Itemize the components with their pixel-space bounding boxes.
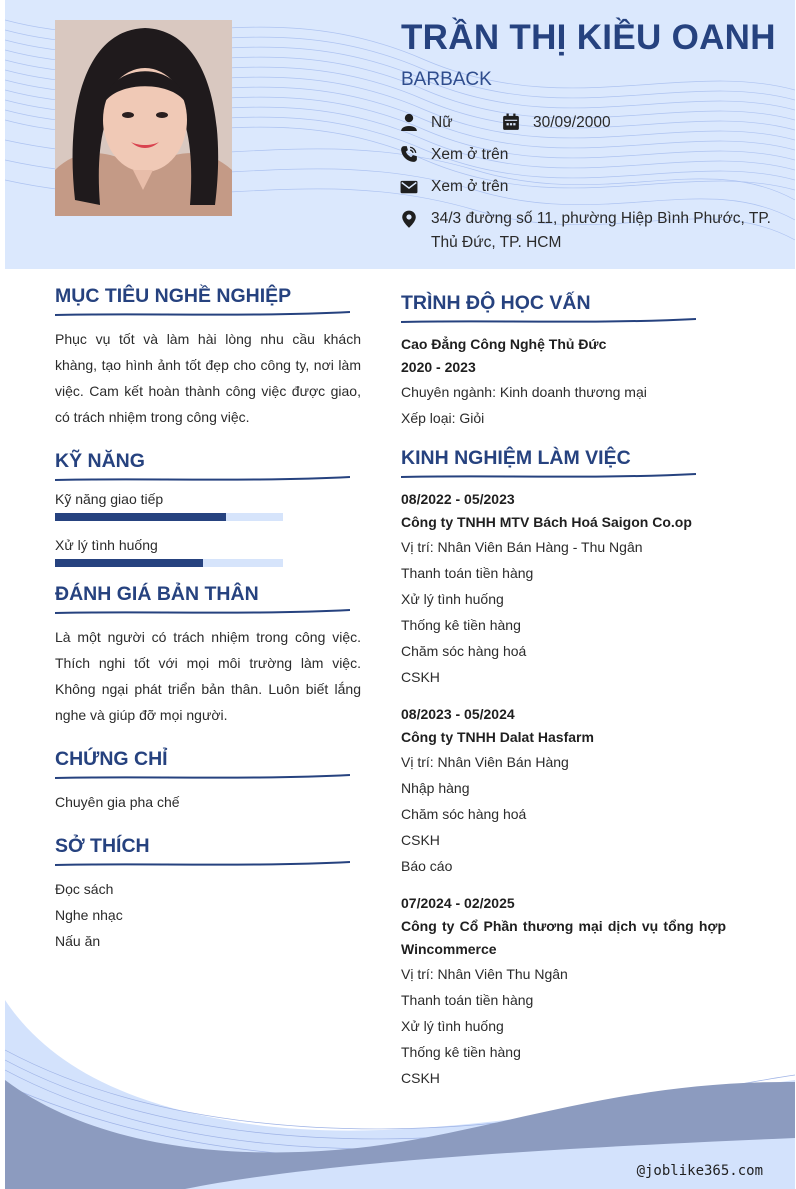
job-detail: Thống kê tiền hàng (401, 617, 521, 633)
section-underline (55, 860, 350, 868)
address-value: 34/3 đường số 11, phường Hiệp Bình Phước, TP. Thủ Đức, TP. HCM (431, 210, 771, 251)
job-detail: Vị trí: Nhân Viên Thu Ngân (401, 966, 568, 982)
certificates-section (55, 748, 361, 815)
job-company: Công ty TNHH MTV Bách Hoá Saigon Co.op (401, 514, 692, 530)
education-grade: Xếp loại: Giỏi (401, 410, 485, 426)
section-underline (55, 773, 350, 781)
job-period: 08/2022 - 05/2023 (401, 491, 515, 507)
objective-section (55, 285, 361, 430)
education-major: Chuyên ngành: Kinh doanh thương mại (401, 384, 647, 400)
job-entry (401, 703, 726, 879)
self-assessment-section (55, 583, 361, 728)
cv-header (5, 0, 795, 269)
job-detail: Báo cáo (401, 858, 453, 874)
skill-label: Kỹ năng giao tiếp (55, 491, 164, 507)
education-period: 2020 - 2023 (401, 359, 476, 375)
job-period: 08/2023 - 05/2024 (401, 706, 515, 722)
gender-value: Nữ (431, 114, 453, 131)
skills-title: KỸ NĂNG (55, 450, 145, 472)
self-assessment-title: ĐÁNH GIÁ BẢN THÂN (55, 583, 259, 605)
candidate-name: TRẦN THỊ KIỀU OANH (401, 18, 776, 57)
skills-section (55, 450, 361, 567)
envelope-icon (400, 178, 418, 196)
education-title: TRÌNH ĐỘ HỌC VẤN (401, 292, 591, 314)
section-underline (55, 475, 350, 483)
education-section (401, 292, 726, 431)
hobby-item: Nấu ăn (55, 933, 101, 949)
job-detail: Xử lý tình huống (401, 1018, 504, 1034)
job-detail: Chăm sóc hàng hoá (401, 643, 527, 659)
certificates-title: CHỨNG CHỈ (55, 748, 168, 770)
job-detail: Thanh toán tiền hàng (401, 565, 534, 581)
user-icon (400, 113, 418, 131)
skill-label: Xử lý tình huống (55, 537, 158, 553)
hobby-item: Nghe nhạc (55, 907, 123, 923)
job-entry (401, 488, 726, 690)
objective-text: Phục vụ tốt và làm hài lòng nhu cầu khách khàng, tạo hình ảnh tốt đẹp cho công ty, nơi làm việc. Cam kết hoàn thành công việc được giao, có trách nhiệm trong công việc. (55, 331, 361, 425)
section-underline (401, 472, 696, 480)
profile-photo (55, 20, 232, 216)
job-title: BARBACK (401, 69, 492, 90)
job-detail: Thanh toán tiền hàng (401, 992, 534, 1008)
certificate-item: Chuyên gia pha chế (55, 794, 180, 810)
job-detail: Thống kê tiền hàng (401, 1044, 521, 1060)
job-company: Công ty Cổ Phần thương mại dịch vụ tổng hợp Wincommerce (401, 918, 726, 957)
job-detail: Chăm sóc hàng hoá (401, 806, 527, 822)
skill-bar-fill (55, 559, 203, 567)
self-assessment-text: Là một người có trách nhiệm trong công việc. Thích nghi tốt với mọi môi trường làm việc. Không ngại phát triển bản thân. Luôn biết lắng nghe và giúp đỡ mọi người. (55, 629, 361, 723)
objective-title: MỤC TIÊU NGHỀ NGHIỆP (55, 285, 292, 307)
phone-icon (400, 145, 418, 163)
section-underline (55, 608, 350, 616)
job-detail: Xử lý tình huống (401, 591, 504, 607)
job-detail: Vị trí: Nhân Viên Bán Hàng (401, 754, 569, 770)
hobbies-title: SỞ THÍCH (55, 835, 150, 857)
skill-bar (55, 559, 283, 567)
experience-title: KINH NGHIỆM LÀM VIỆC (401, 447, 631, 469)
job-detail: Nhập hàng (401, 780, 470, 796)
cv-page (5, 0, 795, 1189)
section-underline (55, 310, 350, 318)
birthdate-value: 30/09/2000 (533, 114, 611, 131)
left-column (55, 285, 361, 954)
footer-decoration (5, 990, 795, 1189)
footer-wave-decoration (5, 990, 795, 1189)
job-detail: CSKH (401, 1070, 440, 1086)
skill-bar (55, 513, 283, 521)
email-value: Xem ở trên (431, 178, 509, 195)
brand-watermark: @joblike365.com (636, 1163, 763, 1179)
job-detail: CSKH (401, 669, 440, 685)
calendar-icon (502, 113, 520, 131)
section-underline (401, 317, 696, 325)
skill-bar-fill (55, 513, 226, 521)
job-detail: CSKH (401, 832, 440, 848)
location-pin-icon (400, 210, 418, 228)
hobbies-section (55, 835, 361, 954)
education-school: Cao Đẳng Công Nghệ Thủ Đức (401, 336, 607, 352)
job-period: 07/2024 - 02/2025 (401, 895, 515, 911)
job-company: Công ty TNHH Dalat Hasfarm (401, 729, 594, 745)
phone-value: Xem ở trên (431, 146, 509, 163)
job-detail: Vị trí: Nhân Viên Bán Hàng - Thu Ngân (401, 539, 643, 555)
right-column (401, 292, 726, 1091)
hobby-item: Đọc sách (55, 881, 114, 897)
